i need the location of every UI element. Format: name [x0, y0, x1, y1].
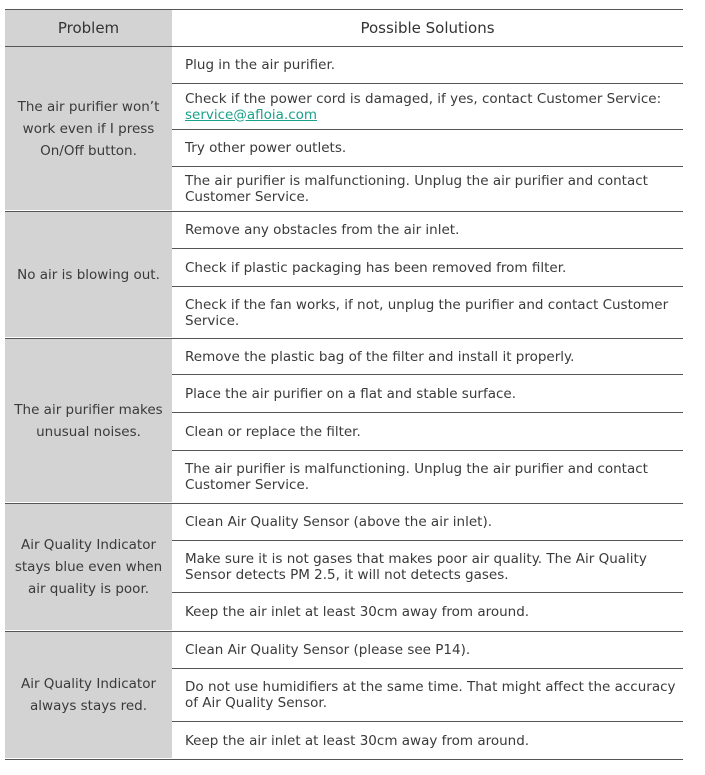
- solution-row: [172, 84, 683, 130]
- solutions-list: [172, 504, 683, 631]
- problem-cell: Air Quality Indicator always stays red.: [5, 632, 172, 759]
- problem-group: [5, 504, 683, 632]
- solution-row: Plug in the air purifier.: [172, 47, 683, 84]
- problem-cell: The air purifier won’t work even if I press On/Off button.: [5, 47, 172, 211]
- solution-row: Remove the plastic bag of the filter and install it properly.: [172, 339, 683, 375]
- problem-group: [5, 339, 683, 504]
- problem-cell: No air is blowing out.: [5, 212, 172, 338]
- solution-row: Try other power outlets.: [172, 130, 683, 167]
- solution-row: Check if the fan works, if not, unplug the purifier and contact Customer Service.: [185, 296, 669, 329]
- customer-service-email-link[interactable]: service@afloia.com: [185, 106, 318, 123]
- troubleshooting-table: [5, 9, 683, 760]
- solution-row: The air purifier is malfunctioning. Unplug the air purifier and contact Customer Service.: [185, 461, 648, 493]
- problem-cell: Air Quality Indicator stays blue even when air quality is poor.: [5, 504, 172, 631]
- solutions-list: [172, 632, 683, 759]
- solution-row: Clean or replace the filter.: [172, 413, 683, 451]
- solution-text: Check if the power cord is damaged, if yes, contact Customer Service:: [185, 90, 662, 107]
- solution-row: Make sure it is not gases that makes poor air quality. The Air Quality Sensor detects PM 2.5, it will not detects gases.: [172, 541, 683, 593]
- solutions-column-header: Possible Solutions: [360, 19, 495, 37]
- problem-cell: The air purifier makes unusual noises.: [5, 339, 172, 503]
- problem-group: [5, 47, 683, 212]
- solutions-list: [172, 212, 683, 338]
- problem-column-header: Problem: [5, 10, 172, 46]
- solution-row: Do not use humidifiers at the same time. That might affect the accuracy of Air Quality Sensor.: [172, 669, 683, 722]
- solutions-list: [172, 47, 683, 211]
- solution-row: Remove any obstacles from the air inlet.: [172, 212, 683, 249]
- solution-row: Check if plastic packaging has been removed from filter.: [172, 249, 683, 287]
- problem-group: [5, 212, 683, 339]
- solutions-list: [172, 339, 683, 503]
- solution-row: Place the air purifier on a flat and stable surface.: [172, 375, 683, 413]
- solution-row: Keep the air inlet at least 30cm away from around.: [185, 604, 530, 620]
- problem-group: [5, 632, 683, 760]
- solution-row: Keep the air inlet at least 30cm away from around.: [185, 732, 530, 749]
- solution-row: Clean Air Quality Sensor (above the air inlet).: [172, 504, 683, 541]
- table-header: [5, 9, 683, 47]
- solution-row: The air purifier is malfunctioning. Unplug the air purifier and contact Customer Service.: [185, 173, 648, 205]
- solution-row: Clean Air Quality Sensor (please see P14).: [172, 632, 683, 669]
